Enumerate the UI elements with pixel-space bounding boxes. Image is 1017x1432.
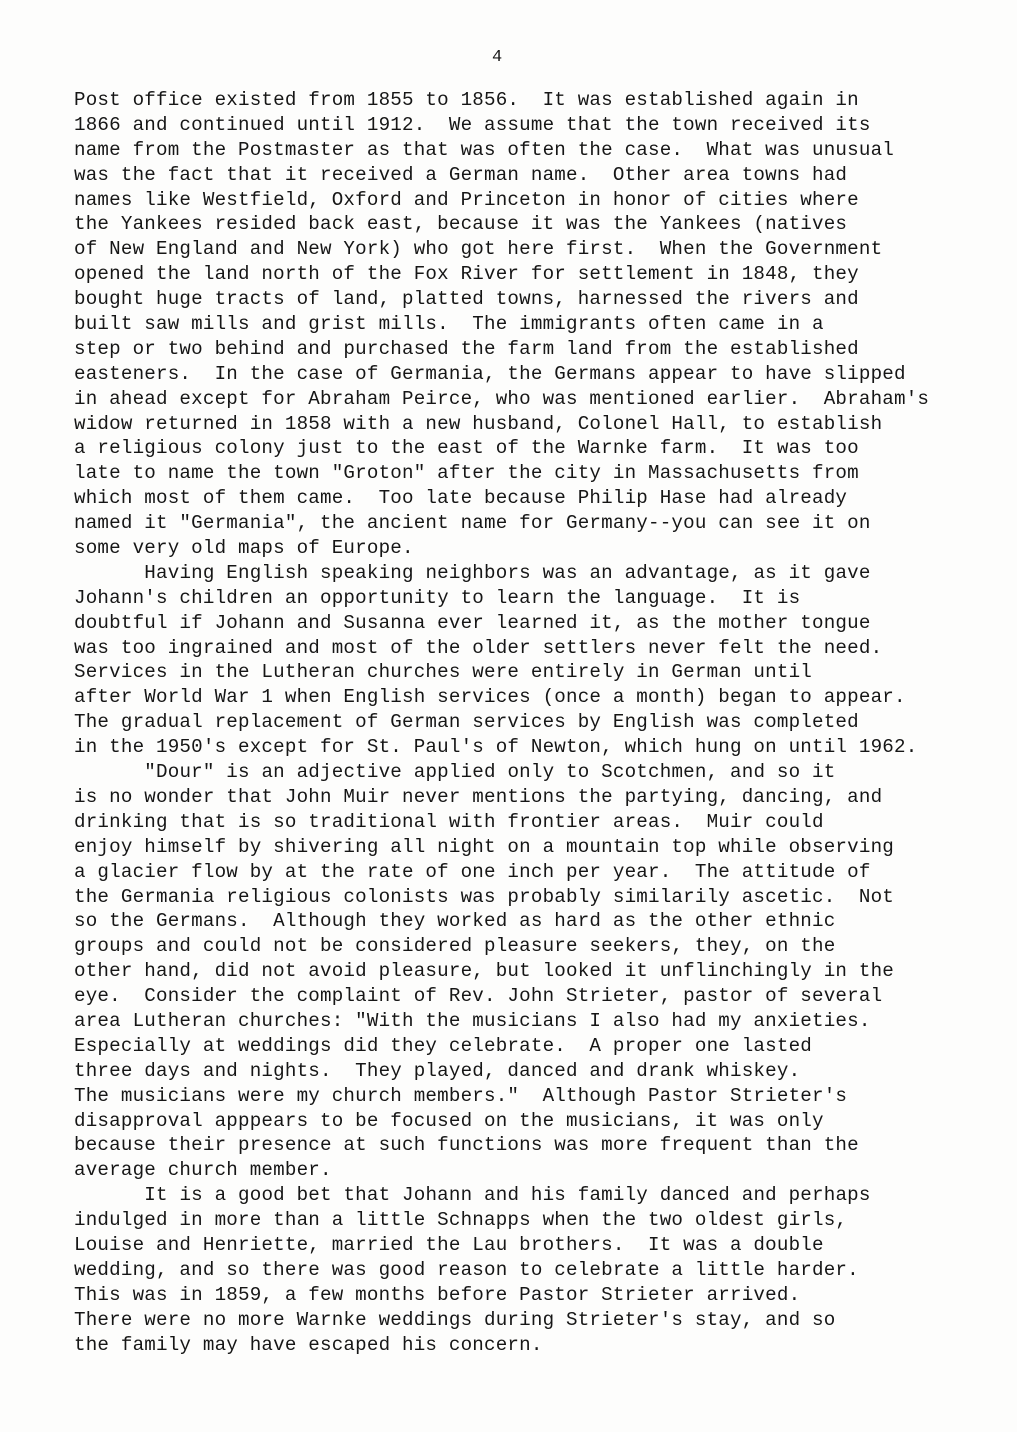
text-line: This was in 1859, a few months before Pastor Strieter arrived. xyxy=(74,1283,801,1306)
text-line: Having English speaking neighbors was an advantage, as it gave xyxy=(144,561,871,584)
text-line: because their presence at such functions was more frequent than the xyxy=(74,1134,859,1157)
text-line: Especially at weddings did they celebrate. A proper one lasted xyxy=(74,1034,813,1057)
text-line: The gradual replacement of German services by English was completed xyxy=(74,711,859,734)
text-line: in the 1950's except for St. Paul's of Newton, which hung on until 1962. xyxy=(74,736,918,759)
paragraph xyxy=(74,1183,1004,1357)
text-line: Louise and Henriette, married the Lau brothers. It was a double xyxy=(74,1233,824,1256)
text-line: drinking that is so traditional with frontier areas. Muir could xyxy=(74,810,824,833)
text-line: three days and nights. They played, danced and drank whiskey. xyxy=(74,1059,801,1082)
paragraph xyxy=(74,760,1004,1183)
text-line: widow returned in 1858 with a new husband, Colonel Hall, to establish xyxy=(74,412,883,435)
text-line: so the Germans. Although they worked as hard as the other ethnic xyxy=(74,910,836,933)
text-line: groups and could not be considered pleasure seekers, they, on the xyxy=(74,935,836,958)
text-line: doubtful if Johann and Susanna ever learned it, as the mother tongue xyxy=(74,611,871,634)
text-line: the Germania religious colonists was probably similarily ascetic. Not xyxy=(74,885,895,908)
text-line: wedding, and so there was good reason to celebrate a little harder. xyxy=(74,1258,859,1281)
text-line: late to name the town "Groton" after the city in Massachusetts from xyxy=(74,462,859,485)
text-line: name from the Postmaster as that was often the case. What was unusual xyxy=(74,138,895,161)
text-line: in ahead except for Abraham Peirce, who was mentioned earlier. Abraham's xyxy=(74,387,930,410)
text-line: the family may have escaped his concern. xyxy=(74,1333,543,1356)
text-line: The musicians were my church members." Although Pastor Strieter's xyxy=(74,1084,848,1107)
text-line: was the fact that it received a German name. Other area towns had xyxy=(74,163,848,186)
text-line: Services in the Lutheran churches were entirely in German until xyxy=(74,661,813,684)
text-line: step or two behind and purchased the farm land from the established xyxy=(74,337,859,360)
body-text xyxy=(74,88,1004,1357)
page-number: 4 xyxy=(492,48,503,67)
text-line: bought huge tracts of land, platted towns, harnessed the rivers and xyxy=(74,288,859,311)
text-line: is no wonder that John Muir never mentions the partying, dancing, and xyxy=(74,785,883,808)
text-line: a religious colony just to the east of the Warnke farm. It was too xyxy=(74,437,859,460)
text-line: easteners. In the case of Germania, the Germans appear to have slipped xyxy=(74,362,906,385)
text-line: There were no more Warnke weddings during Strieter's stay, and so xyxy=(74,1308,836,1331)
text-line: names like Westfield, Oxford and Princeton in honor of cities where xyxy=(74,188,859,211)
text-line: the Yankees resided back east, because it was the Yankees (natives xyxy=(74,213,848,236)
text-line: Post office existed from 1855 to 1856. It was established again in xyxy=(74,89,859,111)
text-line: disapproval apppears to be focused on the musicians, it was only xyxy=(74,1109,824,1132)
text-line: 1866 and continued until 1912. We assume that the town received its xyxy=(74,113,871,136)
text-line: area Lutheran churches: "With the musicians I also had my anxieties. xyxy=(74,1009,871,1032)
text-line: after World War 1 when English services (once a month) began to appear. xyxy=(74,686,906,709)
paragraph xyxy=(74,88,1004,561)
text-line: Johann's children an opportunity to learn the language. It is xyxy=(74,586,801,609)
text-line: of New England and New York) who got here first. When the Government xyxy=(74,238,883,261)
text-line: a glacier flow by at the rate of one inch per year. The attitude of xyxy=(74,860,871,883)
text-line: named it "Germania", the ancient name for Germany--you can see it on xyxy=(74,512,871,535)
text-line: was too ingrained and most of the older settlers never felt the need. xyxy=(74,636,883,659)
text-line: enjoy himself by shivering all night on a mountain top while observing xyxy=(74,835,895,858)
text-line: "Dour" is an adjective applied only to Scotchmen, and so it xyxy=(144,761,836,784)
paragraph xyxy=(74,561,1004,760)
text-line: some very old maps of Europe. xyxy=(74,537,414,560)
text-line: opened the land north of the Fox River for settlement in 1848, they xyxy=(74,263,859,286)
text-line: average church member. xyxy=(74,1159,332,1182)
text-line: other hand, did not avoid pleasure, but looked it unflinchingly in the xyxy=(74,960,895,983)
text-line: eye. Consider the complaint of Rev. John Strieter, pastor of several xyxy=(74,985,883,1008)
text-line: indulged in more than a little Schnapps when the two oldest girls, xyxy=(74,1209,848,1232)
text-line: It is a good bet that Johann and his family danced and perhaps xyxy=(144,1184,871,1207)
text-line: built saw mills and grist mills. The immigrants often came in a xyxy=(74,313,824,336)
text-line: which most of them came. Too late because Philip Hase had already xyxy=(74,487,848,510)
